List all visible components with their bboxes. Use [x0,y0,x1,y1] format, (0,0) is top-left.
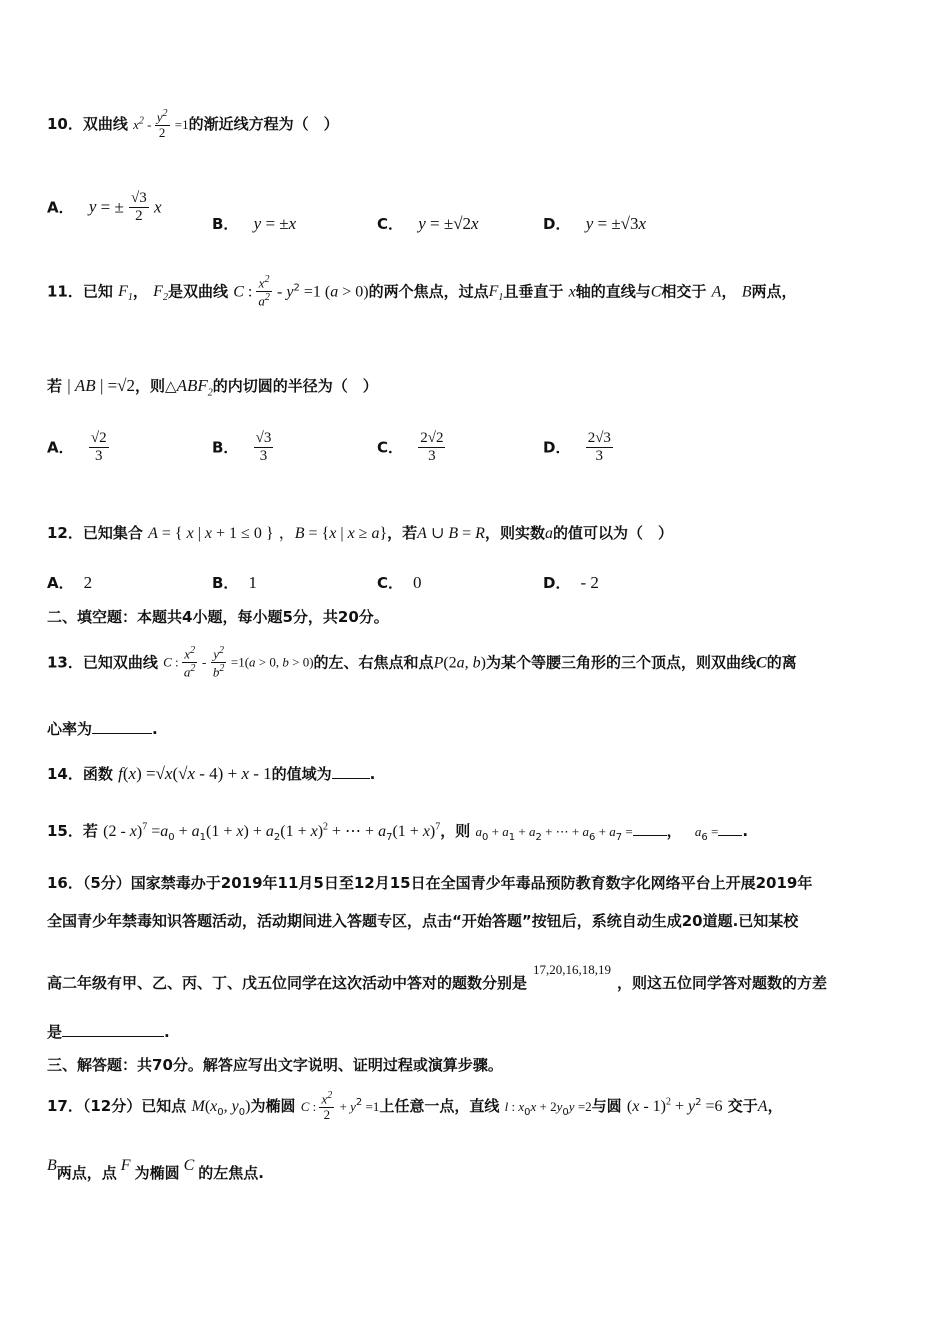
q10-stem: 10．双曲线 $x^2$ - $\frac{y^2}{2}$ =1的渐近线方程为（ ） [47,108,339,141]
q12-option-d[interactable]: D． - 2 [543,573,599,592]
q10-option-d[interactable]: D． y = ±√3x [543,214,647,233]
q13-stem-line2: 心率为 . [47,720,158,738]
q10-number: 10． [47,115,83,134]
section-fill-in-heading: 二、填空题：本题共4小题，每小题5分，共20分。 [47,608,389,626]
q13-curve: C : $\frac{x^2}{a^2}$ - $\frac{y^2}{b^2}$ =1(a > 0, b > 0) [163,645,314,680]
q13-answer-blank[interactable] [92,719,152,734]
q12-option-b[interactable]: B． 1 [212,573,257,592]
q11-option-a[interactable]: A． $\frac{√2}{3}$ [47,430,107,465]
q11-stem-line2: 若 | AB | =√2，则$\triangle ABF_2$的内切圆的半径为（ ） [47,376,378,399]
q11-curve: C : $\frac{x^2}{a^2}$ - $y^2 =1$ (a > 0) [233,274,369,309]
q12-option-a[interactable]: A． 2 [47,573,93,592]
q16-line2: 全国青少年禁毒知识答题活动，活动期间进入答题专区，点击“开始答题”按钮后，系统自动生成20道题.已知某校 [47,912,799,930]
q17-stem-line1: 17．（12分）已知点 $M(x_0$, $y_0$)为椭圆 C : $\frac{x^2}{2}$ + $y^2 =1$上任意一点，直线 l : $x_0x + 2y_0y =2$与圆 $(x - 1)^2 + y^2 =6$ 交于A， [47,1090,783,1123]
q10-equation: $x^2$ - $\frac{y^2}{2}$ =1 [133,108,189,141]
q16-answer-blank[interactable] [62,1022,164,1037]
q15-a6-blank[interactable] [718,821,742,836]
q12-option-c[interactable]: C． 0 [377,573,422,592]
q17-stem-line2: B两点，点 F 为椭圆 C 的左焦点. [47,1157,264,1182]
section-answer-heading: 三、解答题：共70分。解答应写出文字说明、证明过程或演算步骤。 [47,1056,503,1074]
q14-stem: 14．函数 f(x) =√x(√x - 4) + x - 1的值域为 . [47,764,376,783]
q14-answer-blank[interactable] [332,764,370,779]
q11-option-c[interactable]: C． $\frac{2√2}{3}$ [377,430,444,465]
q16-line4: 是 . [47,1023,170,1041]
q11-option-d[interactable]: D． $\frac{2√3}{3}$ [543,430,611,465]
q11-option-b[interactable]: B． $\frac{√3}{3}$ [212,430,272,465]
q10-option-c[interactable]: C． y = ±√2x [377,214,479,233]
q15-stem: 15．若 $(2 - x)^7 =a_0 + a_1(1 + x) + a_2(1 + x)^2$ + ⋯ + $a_7(1 + x)^7$，则 $a_0 + a_1 + a_2$ + ⋯ + $a_6 + a_7$ = ， $a_6$ = . [47,821,749,843]
q12-stem: 12．已知集合 A = { x | x + 1 ≤ 0 } ，B = {x | x ≥ a}，若A ∪ B = R，则实数a的值可以为（ ） [47,524,673,542]
q17-ellipse: C : $\frac{x^2}{2}$ + $y^2 =1$ [300,1090,380,1123]
q16-line1: 16．（5分）国家禁毒办于2019年11月5日至12月15日在全国青少年毒品预防教育数字化网络平台上开展2019年 [47,874,813,892]
q16-line3: 高二年级有甲、乙、丙、丁、戊五位同学在这次活动中答对的题数分别是17,20,16,18,19，则这五位同学答对题数的方差 [47,962,828,992]
q11-stem-line1: 11．已知 $F_1$， $F_2$是双曲线 C : $\frac{x^2}{a^2}$ - $y^2 =1$ (a > 0)的两个焦点，过点$F_1$且垂直于 x轴的直线与C相交于 A， B两点， [47,274,797,309]
q15-sum-blank[interactable] [633,821,667,836]
q10-option-a[interactable]: A． y = ± $\frac{√3}{2}$ x [47,190,162,225]
q10-option-b[interactable]: B． y = ±x [212,214,297,233]
q13-stem-line1: 13．已知双曲线 C : $\frac{x^2}{a^2}$ - $\frac{y^2}{b^2}$ =1(a > 0, b > 0)的左、右焦点和点P(2a, b)为某个等腰三角形的三个顶点，则双曲线C的离 [47,645,797,680]
